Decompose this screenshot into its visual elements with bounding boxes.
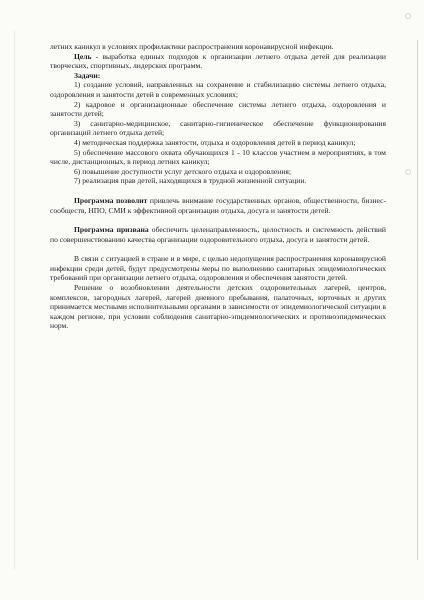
program-allows-text: привлечь внимание государственных органов, общественности, бизнес-сообществ, НПО, СМИ к эффективной организации отдыха, досуга и занятости детей. (50, 195, 386, 215)
paragraph-situation: В связи с ситуацией в стране и в мире, с целью недопущения распространения коронавирусной инфекции среди детей, будут предусмотрены меры по выполнению санитарных эпидемиологических требований при организации летнего отдыха, оздоровления и обеспечения занятости детей. (50, 254, 386, 283)
task-item: 7) реализация прав детей, находящихся в трудной жизненной ситуации. (74, 176, 307, 186)
goal-text: - выработка единых подходов к организации летнего отдыха детей для реализации творческих, спортивных, лидерских программ. (50, 51, 386, 71)
paragraph-goal (50, 52, 386, 71)
punch-mark-middle: ○ (405, 168, 412, 176)
task-item: 2) кадровое и организационные обеспечение системы летнего отдыха, оздоровления и занятости детей; (50, 99, 386, 119)
task-item: 4) методическая поддержка занятости, отдыха и оздоровления детей в период каникул; (74, 137, 356, 147)
tasks-heading: Задачи: (74, 70, 101, 80)
task-item: 1) создание условий, направленных на сохранение и стабилизацию системы летнего отдыха, оздоровления и занятости детей в современных условиях; (50, 80, 386, 99)
punch-mark-top: ○ (405, 12, 412, 20)
program-intended-text: обеспечить целенаправленность, целостность и системность действий по совершенствованию качества организации оздоровительного отдыха, досуга и занятости детей. (50, 225, 386, 244)
document-body (50, 42, 386, 331)
paragraph-decision: Решение о возобновлении деятельности детских оздоровительных лагерей, центров, комплексов, загородных лагерей, лагерей дневного пребывания, палаточных, юрточных и других принимается местными исполнительными органами в зависимости от эпидемиологической ситуации в каждом регионе, при условии соблюдения санитарно-эпидемиологических и противоэпидемических норм. (50, 283, 386, 331)
program-intended-label: Программа призвана (74, 225, 149, 235)
program-allows-label: Программа позволит (74, 195, 148, 205)
paragraph-intro: летних каникул в условиях профилактики распространения коронавирусной инфекции. (50, 42, 334, 51)
spacer (50, 215, 386, 225)
spacer (50, 186, 386, 196)
task-item: 5) обеспечение массового охвата обучающихся 1 - 10 классов участием в мероприятиях, в том числе, дистанционных, в период летних каникул; (50, 147, 386, 167)
scan-edge-left (14, 30, 15, 570)
scan-edge-right (417, 40, 418, 560)
paragraph-program-allows (50, 196, 386, 215)
spacer (50, 244, 386, 254)
paragraph-program-intended (50, 225, 386, 244)
task-item: 3) санитарно-медицинское, санитарно-гигиеническое обеспечение функционирования организаций летнего отдыха детей; (50, 118, 386, 138)
goal-label: Цель (74, 51, 92, 61)
task-item: 6) повышение доступности услуг детского отдыха и оздоровления; (74, 166, 291, 176)
